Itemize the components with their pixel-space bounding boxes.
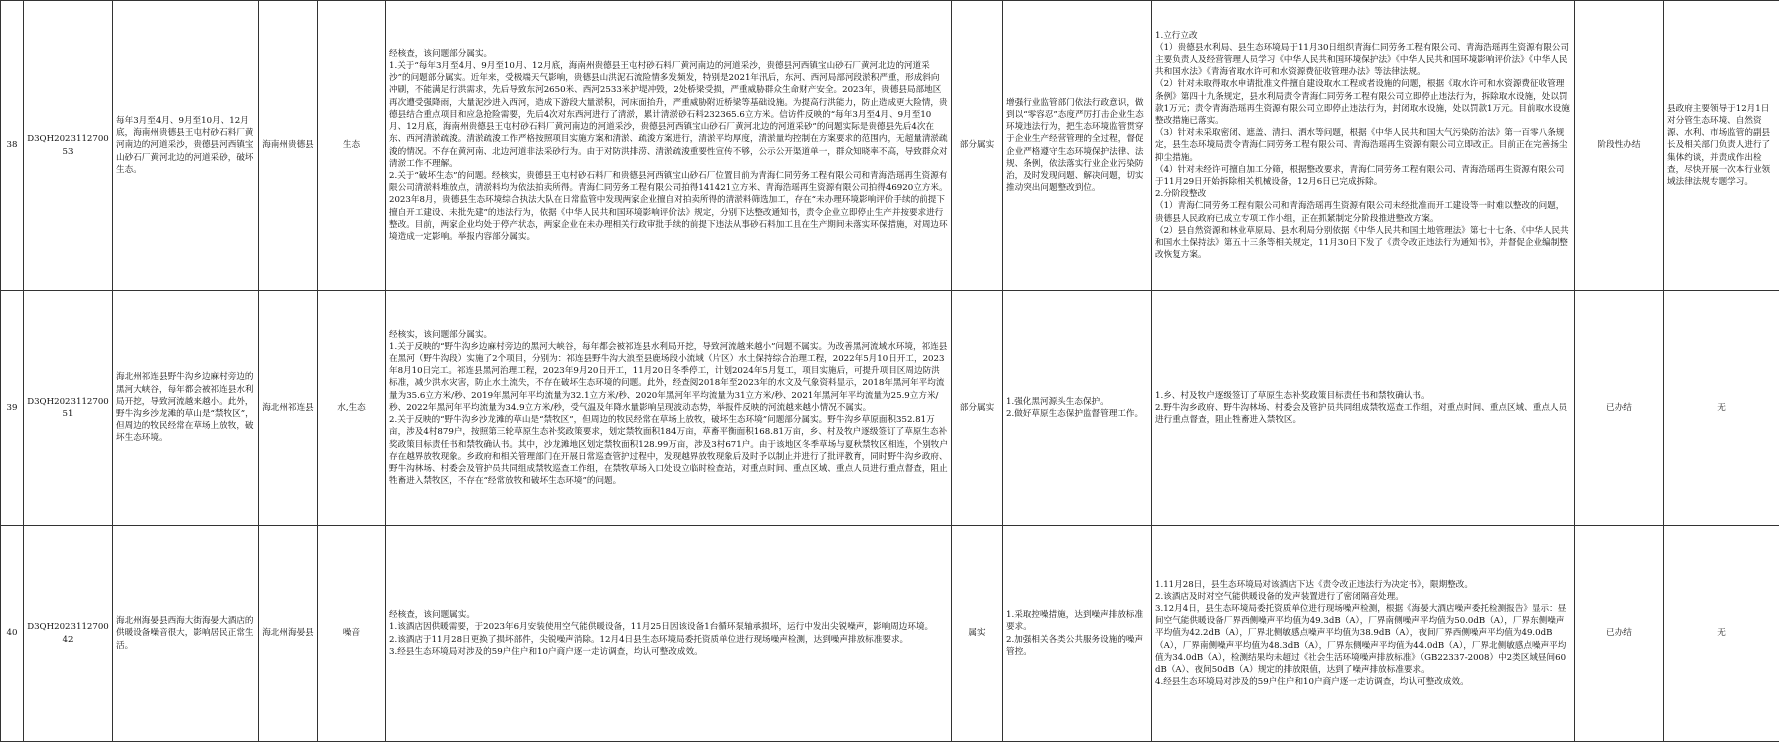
progress-para: 2.分阶段整改 bbox=[1155, 188, 1571, 200]
rectification-progress bbox=[1152, 291, 1575, 526]
accountability: 无 bbox=[1664, 526, 1779, 742]
verify-para: 经核查，该问题属实。 bbox=[389, 609, 948, 621]
case-code: D3QH202311270042 bbox=[24, 526, 113, 742]
progress-para: （2）针对未取得取水申请批准文件擅自建设取水工程或者设施的问题，根据《取水许可和水资源费征收管理条例》第四十九条规定，县水利局责令青海仁同劳务工程有限公司立即停止违法行为，拆除取水设施，处以罚款1万元；责令青海浩瑶再生资源有限公司立即停止违法行为，封闭取水设施，处以罚款1万元。目前取水设施整改措施已落实。 bbox=[1155, 78, 1571, 127]
verify-para: 1.关于反映的“野牛沟乡边麻村旁边的黑河大峡谷，每年都会被祁连县水利局开挖，导致河流越来越小”问题不属实。为改善黑河流域水环境，祁连县在黑河（野牛沟段）实施了2个项目，分别为：祁连县野牛沟大浪至县鹿场段小流域（片区）水土保持综合治理工程，2022年5月10日开工，2023年8月10日完工。祁连县黑河治理工程，2023年9月20日开工，11月20日冬季停工，计划2024年5月复工，项目实施后，可提升项目区周边防洪标准，减少洪水灾害，防止水土流失，不存在破坏生态环境的问题。此外，经查阅2018年至2023年的水文及气象资料显示，2018年黑河年平均流量为35.6立方米/秒、2019年黑河年平均流量为32.1立方米/秒、2020年黑河年平均流量为31立方米/秒、2021年黑河年平均流量为25.9立方米/秒、2022年黑河年平均流量为34.9立方米/秒，受气温及年降水量影响呈现波动态势，举报件反映的河流越来越小情况不属实。 bbox=[389, 341, 948, 414]
verify-para: 2.关于“破坏生态”的问题。经核实，贵德县王屯村砂石料厂和贵德县河西镇宝山砂石厂位置目前为青海仁同劳务工程有限公司和青海浩瑶再生资源有限公司清淤料堆放点，清淤料均为依法拍卖所得。青海仁同劳务工程有限公司拍得141421立方米、青海浩瑶再生资源有限公司拍得46920立方米。2023年8月，贵德县生态环境综合执法大队在日常监管中发现两家企业擅自对拍卖所得的清淤料筛选加工，存在“未办理环境影响评价手续的前提下擅自开工建设、未批先建”的违法行为，依据《中华人民共和国环境影响评价法》规定，分别下达整改通知书，责令企业立即停止生产并按要求进行整改。目前，两家企业均处于停产状态，两家企业在未办理相关行政审批手续的前提下违法从事砂石料加工且在生产期间未落实环保措施，对周边环境造成一定影响。举报内容部分属实。 bbox=[389, 170, 948, 243]
verification-result bbox=[386, 1, 952, 291]
verify-status: 部分属实 bbox=[952, 1, 1003, 291]
region: 海北州海晏县 bbox=[259, 526, 318, 742]
rectification-progress bbox=[1152, 526, 1575, 742]
handling-result: 阶段性办结 bbox=[1575, 1, 1664, 291]
region: 海北州祁连县 bbox=[259, 291, 318, 526]
accountability: 无 bbox=[1664, 291, 1779, 526]
progress-para: （2）县自然资源和林业草原局、县水利局分别依据《中华人民共和国土地管理法》第七十七条、《中华人民共和国水土保持法》第五十三条等相关规定，11月30日下发了《责令改正违法行为通知书》，并督促企业编制整改恢复方案。 bbox=[1155, 225, 1571, 262]
rectification-progress bbox=[1152, 1, 1575, 291]
verification-result bbox=[386, 291, 952, 526]
progress-para: 2.该酒店及时对空气能供暖设备的发声装置进行了密闭隔音处理。 bbox=[1155, 591, 1571, 603]
progress-para: 4.经县生态环境局对涉及的59户住户和10户商户逐一走访调查，均认可整改成效。 bbox=[1155, 676, 1571, 688]
rectification-measures: 1.采取控噪措施，达到噪声排放标准要求。 2.加强相关各类公共服务设施的噪声管控。 bbox=[1003, 526, 1152, 742]
verification-result bbox=[386, 526, 952, 742]
table-row bbox=[1, 1, 1779, 291]
rectification-measures: 1.强化黑河源头生态保护。 2.做好草原生态保护监督管理工作。 bbox=[1003, 291, 1152, 526]
progress-para: 3.12月4日，县生态环境局委托资质单位进行现场噪声检测，根据《海晏大酒店噪声委托检测报告》显示：昼间空气能供暖设备厂界西侧噪声平均值为49.3dB（A），厂界南侧噪声平均值为50.0dB（A），厂界东侧噪声平均值为42.2dB（A），厂界北侧敏感点噪声平均值为38.9dB（A），夜间厂界西侧噪声平均值为49.0dB（A），厂界南侧噪声平均值为48.3dB（A），厂界东侧噪声平均值为44.0dB（A），厂界北侧敏感点噪声平均值为34.0dB（A），检测结果均未超过《社会生活环境噪声排放标准》（GB22337-2008）中2类区域昼间60dB（A）、夜间50dB（A）规定的排放限值，达到了噪声排放标准要求。 bbox=[1155, 603, 1571, 676]
progress-para: （4）针对未经许可擅自加工分筛，根据整改要求，青海仁同劳务工程有限公司、青海浩瑶再生资源有限公司于11月29日开始拆除相关机械设备，12月6日已完成拆除。 bbox=[1155, 164, 1571, 188]
progress-para: 2.野牛沟乡政府、野牛沟林场、村委会及管护员共同组成禁牧巡查工作组，对重点时间、重点区域、重点人员进行重点督查，阻止牲畜进入禁牧区。 bbox=[1155, 402, 1571, 426]
verify-status: 部分属实 bbox=[952, 291, 1003, 526]
issue-description: 海北州海晏县西海大街海晏大酒店的供暖设备噪音很大，影响居民正常生活。 bbox=[113, 526, 259, 742]
progress-para: （3）针对未采取密闭、遮盖、清扫、洒水等问题，根据《中华人民共和国大气污染防治法》第一百零八条规定，县生态环境局责令青海仁同劳务工程有限公司、青海浩瑶再生资源有限公司立即改正。目前正在完善扬尘抑尘措施。 bbox=[1155, 127, 1571, 164]
rectification-measures: 增强行业监管部门依法行政意识，做到以“零容忍”态度严厉打击企业生态环境违法行为，把生态环境监管贯穿于企业生产经营管理的全过程，督促企业严格遵守生态环境保护法律、法规、条例，依法落实行业企业污染防治，及时发现问题、解决问题，切实推动突出问题整改到位。 bbox=[1003, 1, 1152, 291]
accountability: 县政府主要领导于12月1日对分管生态环境、自然资源、水利、市场监管的副县长及相关部门负责人进行了集体约谈，并责成作出检查，尽快开展一次本行业领域法律法规专题学习。 bbox=[1664, 1, 1779, 291]
category: 生态 bbox=[318, 1, 386, 291]
case-code: D3QH202311270053 bbox=[24, 1, 113, 291]
verify-para: 3.经县生态环境局对涉及的59户住户和10户商户逐一走访调查，均认可整改成效。 bbox=[389, 646, 948, 658]
progress-para: （1）贵德县水利局、县生态环境局于11月30日组织青海仁同劳务工程有限公司、青海浩瑶再生资源有限公司主要负责人及经营管理人员学习《中华人民共和国环境保护法》《中华人民共和国环境影响评价法》《中华人民共和国水法》《青海省取水许可和水资源费征收管理办法》等法律法规。 bbox=[1155, 42, 1571, 79]
handling-result: 已办结 bbox=[1575, 526, 1664, 742]
row-number: 39 bbox=[1, 291, 24, 526]
region: 海南州贵德县 bbox=[259, 1, 318, 291]
progress-para: 1.11月28日，县生态环境局对该酒店下达《责令改正违法行为决定书》，限期整改。 bbox=[1155, 579, 1571, 591]
handling-result: 已办结 bbox=[1575, 291, 1664, 526]
category: 噪音 bbox=[318, 526, 386, 742]
progress-para: 1.立行立改 bbox=[1155, 30, 1571, 42]
verify-para: 经核查，该问题部分属实。 bbox=[389, 48, 948, 60]
verify-status: 属实 bbox=[952, 526, 1003, 742]
table-row bbox=[1, 291, 1779, 526]
case-code: D3QH202311270051 bbox=[24, 291, 113, 526]
verify-para: 1.关于“每年3月至4月、9月至10月、12月底，海南州贵德县王屯村砂石料厂黄河南边的河道采沙，贵德县河西镇宝山砂石厂黄河北边的河道采沙”的问题部分属实。近年来，受极端天气影响，贵德县山洪泥石流险情多发频发，特别是2021年汛后，东河、西河局部河段淤积严重，形成斜向冲刷，不能满足行洪需求，先后导致东河2650米、西河2533米护堤冲毁，2处桥梁受损，严重威胁群众生命财产安全。2023年，贵德县局部地区再次遭受强降雨，大量泥沙进入西河，造成下游段大量淤积，河床面抬升，严重威胁附近桥梁等基础设施。为提高行洪能力，防止造成更大险情，贵德县结合重点项目和应急抢险需要，先后4次对东西河进行了清淤，累计清淤砂石料232365.6立方米。信访件反映的“每年3月至4月、9月至10月、12月底，海南州贵德县王屯村砂石料厂黄河南边的河道采沙，贵德县河西镇宝山砂石厂黄河北边的河道采砂”的问题实际是贵德县先后4次在东、西河清淤疏浚。清淤疏浚工作严格按照项目实施方案和清淤、疏浚方案进行，清淤平均厚度，清淤量均控制在方案要求的范围内，无超量清淤疏浚的情况。不存在黄河南、北边河道非法采砂行为。由于对防洪排涝、清淤疏浚重要性宣传不够，公示公开渠道单一，群众知晓率不高，导致群众对清淤工作不理解。 bbox=[389, 60, 948, 170]
progress-para: 1.乡、村及牧户逐级签订了草原生态补奖政策目标责任书和禁牧确认书。 bbox=[1155, 390, 1571, 402]
verify-para: 2.关于反映的“野牛沟乡沙龙滩的草山是“禁牧区”，但周边的牧民经常在草场上放牧，破坏生态环境”问题部分属实。野牛沟乡草原面积352.81万亩，涉及4村879户，按照第三轮草原生态补奖政策要求，划定禁牧面积184万亩，草畜平衡面积168.81万亩，乡、村及牧户逐级签订了草原生态补奖政策目标责任书和禁牧确认书。其中，沙龙滩地区划定禁牧面积128.99万亩，涉及3村671户。由于该地区冬季草场与夏秋禁牧区相连，个别牧户存在越界放牧现象。乡政府和相关管理部门在开展日常巡查管护过程中，发现越界放牧现象后及时予以制止并进行了批评教育，同时野牛沟乡政府、野牛沟林场、村委会及管护员共同组成禁牧巡查工作组，在禁牧草场入口处设立临时检查站，对重点时间、重点区域、重点人员进行重点督查，阻止牲畜进入禁牧区，不存在“经常放牧和破坏生态环境”的问题。 bbox=[389, 414, 948, 487]
issue-description: 海北州祁连县野牛沟乡边麻村旁边的黑河大峡谷，每年都会被祁连县水利局开挖，导致河流越来越小。此外，野牛沟乡沙龙滩的草山是“禁牧区”，但周边的牧民经常在草场上放牧，破坏生态环境。 bbox=[113, 291, 259, 526]
row-number: 40 bbox=[1, 526, 24, 742]
verify-para: 1.该酒店因供暖需要，于2023年6月安装使用空气能供暖设备，11月25日因该设备1台循环泵轴承损坏，运行中发出尖锐噪声，影响周边环境。 bbox=[389, 621, 948, 633]
table-row bbox=[1, 526, 1779, 742]
progress-para: （1）青海仁同劳务工程有限公司和青海浩瑶再生资源有限公司未经批准而开工建设等一时难以整改的问题，贵德县人民政府已成立专项工作小组，正在抓紧制定分阶段推进整改方案。 bbox=[1155, 200, 1571, 224]
category: 水,生态 bbox=[318, 291, 386, 526]
row-number: 38 bbox=[1, 1, 24, 291]
issue-description: 每年3月至4月、9月至10月、12月底，海南州贵德县王屯村砂石料厂黄河南边的河道采沙，贵德县河西镇宝山砂石厂黄河北边的河道采砂，破坏生态。 bbox=[113, 1, 259, 291]
verify-para: 经核实，该问题部分属实。 bbox=[389, 329, 948, 341]
verify-para: 2.该酒店于11月28日更换了损坏部件，尖锐噪声消除。12月4日县生态环境局委托资质单位进行现场噪声检测，达到噪声排放标准要求。 bbox=[389, 634, 948, 646]
